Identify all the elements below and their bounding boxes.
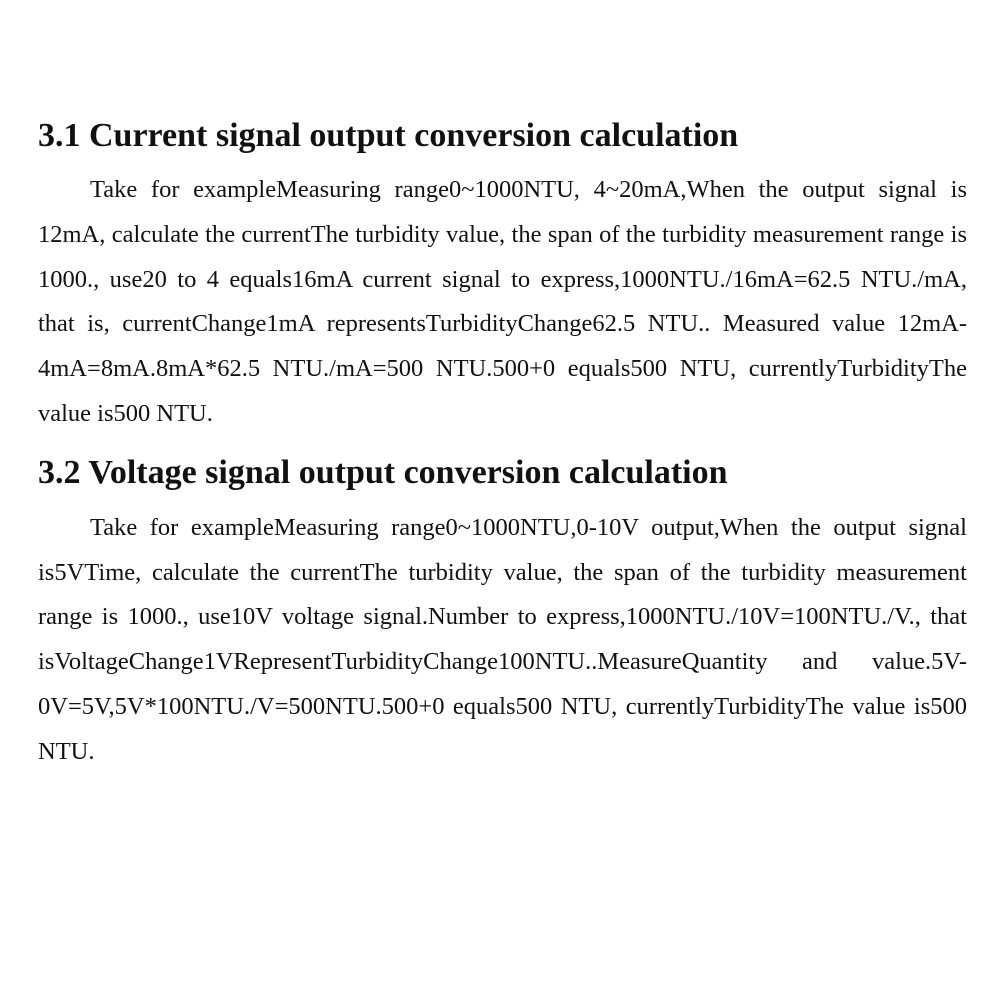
document-page: [38, 112, 967, 775]
section-paragraph-voltage-signal: Take for exampleMeasuring range0~1000NTU,0-10V output,When the output signal is5VTime, calculate the currentThe turbidity value, the span of the turbidity measurement range is 1000., use10V voltage signal.Number to express,1000NTU./10V=100NTU./V., that isVoltageChange1VRepresentTurbidityChange100NTU..MeasureQuantity and value.5V-0V=5V,5V*100NTU./V=500NTU.500+0 equals500 NTU, currentlyTurbidityThe value is500 NTU.: [38, 513, 967, 765]
section-paragraph-current-signal: Take for exampleMeasuring range0~1000NTU, 4~20mA,When the output signal is 12mA, calculate the currentThe turbidity value, the span of the turbidity measurement range is 1000., use20 to 4 equals16mA current signal to express,1000NTU./16mA=62.5 NTU./mA, that is, currentChange1mA representsTurbidityChange62.5 NTU.. Measured value 12mA-4mA=8mA.8mA*62.5 NTU./mA=500 NTU.500+0 equals500 NTU, currentlyTurbidityThe value is500 NTU.: [38, 176, 967, 427]
section-heading-voltage-signal: 3.2 Voltage signal output conversion calculation: [38, 453, 728, 491]
section-heading-current-signal: 3.1 Current signal output conversion calculation: [38, 117, 739, 154]
